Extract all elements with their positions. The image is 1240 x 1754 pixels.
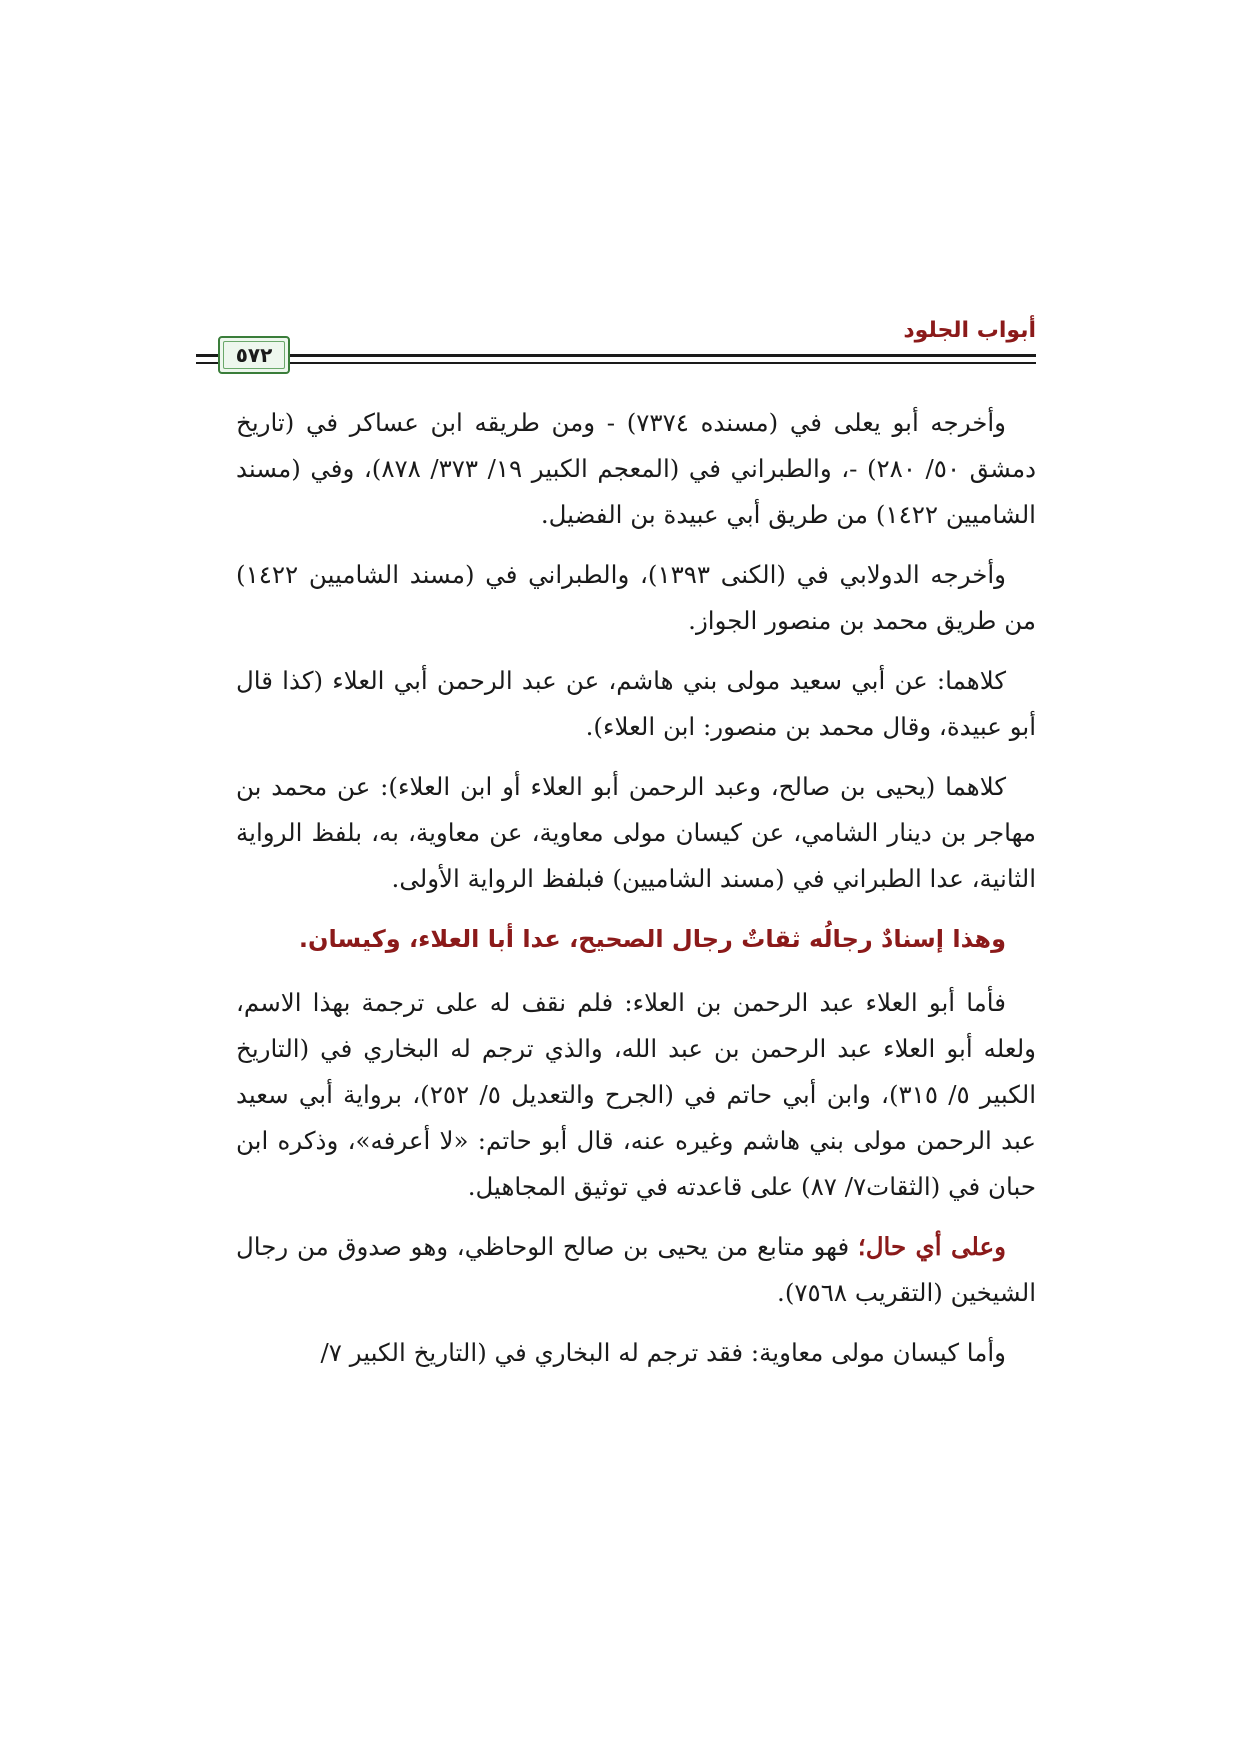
paragraph: كلاهما: عن أبي سعيد مولى بني هاشم، عن عبد الرحمن أبي العلاء (كذا قال أبو عبيدة، وقال محمد بن منصور: ابن العلاء). <box>236 666 1036 741</box>
page-number: ٥٧٢ <box>235 343 273 367</box>
paragraph-text: فهو متابع من يحيى بن صالح الوحاظي، وهو صدوق من رجال الشيخين (التقريب ٧٥٦٨). <box>236 1232 1036 1307</box>
paragraph: وأخرجه أبو يعلى في (مسنده ٧٣٧٤) - ومن طريقه ابن عساكر في (تاريخ دمشق ٥٠/ ٢٨٠) -، والطبراني في (المعجم الكبير ١٩/ ٣٧٣/ ٨٧٨)، وفي (مسند الشاميين ١٤٢٢) من طريق أبي عبيدة بن الفضيل. <box>236 408 1036 529</box>
page-number-frame <box>218 336 290 374</box>
paragraph: وأما كيسان مولى معاوية: فقد ترجم له البخاري في (التاريخ الكبير ٧/ <box>320 1338 1006 1367</box>
header-rule-bottom <box>236 362 1036 364</box>
page-header <box>236 318 1036 390</box>
lead-phrase: وعلى أي حال؛ <box>857 1232 1006 1261</box>
section-heading: وهذا إسنادٌ رجالُه ثقاتٌ رجال الصحيح، عدا أبا العلاء، وكيسان. <box>298 925 1006 953</box>
paragraph: كلاهما (يحيى بن صالح، وعبد الرحمن أبو العلاء أو ابن العلاء): عن محمد بن مهاجر بن دينار الشامي، عن كيسان مولى معاوية، عن معاوية، به، بلفظ الرواية الثانية، عدا الطبراني في (مسند الشاميين) فبلفظ الرواية الأولى. <box>236 772 1036 893</box>
paragraph: فأما أبو العلاء عبد الرحمن بن العلاء: فلم نقف له على ترجمة بهذا الاسم، ولعله أبو العلاء عبد الرحمن بن عبد الله، والذي ترجم له البخاري في (التاريخ الكبير ٥/ ٣١٥)، وابن أبي حاتم في (الجرح والتعديل ٥/ ٢٥٢)، برواية أبي سعيد عبد الرحمن مولى بني هاشم وغيره عنه، قال أبو حاتم: «لا أعرفه»، وذكره ابن حبان في (الثقات٧/ ٨٧) على قاعدته في توثيق المجاهيل. <box>236 988 1037 1201</box>
paragraph-with-lead <box>236 1224 1036 1316</box>
paragraph: وأخرجه الدولابي في (الكنى ١٣٩٣)، والطبراني في (مسند الشاميين ١٤٢٢) من طريق محمد بن منصور الجواز. <box>236 560 1036 635</box>
header-rule-top <box>236 354 1036 357</box>
page-body <box>236 400 1036 1390</box>
running-title: أبواب الجلود <box>903 318 1036 343</box>
